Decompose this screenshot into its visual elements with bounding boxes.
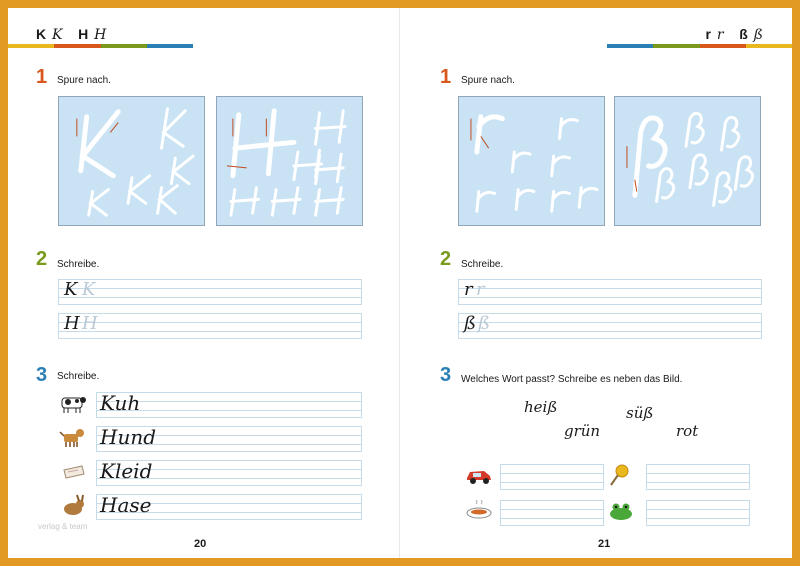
tracing-box-k[interactable] (58, 96, 205, 226)
model-letter: r (464, 279, 473, 300)
tracing-box-h[interactable] (216, 96, 363, 226)
car-icon (464, 464, 494, 486)
cow-icon (58, 392, 88, 414)
right-header: r r ß ß (705, 26, 764, 43)
left-header: K K H H (36, 26, 108, 43)
answer-line[interactable] (646, 464, 750, 490)
ghost-letter: r (476, 279, 485, 300)
dog-icon (58, 426, 88, 448)
model-letter: H (64, 313, 80, 334)
exercise-instruction: Spure nach. (57, 75, 111, 86)
tracing-box-r[interactable] (458, 96, 605, 226)
exercise-number: 1 (440, 66, 452, 88)
writing-line[interactable] (58, 279, 362, 305)
header-stripe (8, 44, 193, 48)
exercise-instruction: Schreibe. (57, 259, 100, 270)
cursive-word: Kuh (100, 391, 141, 415)
ghost-letter: ß (478, 313, 491, 334)
exercise-instruction: Welches Wort passt? Schreibe es neben das Bild. (461, 374, 683, 385)
exercise-number: 2 (440, 248, 452, 270)
answer-line[interactable] (500, 500, 604, 526)
tracing-letters-eszett (615, 97, 760, 225)
writing-line[interactable] (458, 313, 762, 339)
answer-line[interactable] (500, 464, 604, 490)
page-number: 21 (598, 538, 611, 550)
word-choice: süß (626, 404, 654, 422)
exercise-number: 3 (36, 364, 48, 386)
cursive-word: Hund (100, 425, 157, 449)
header-stripe (607, 44, 792, 48)
cursive-word: Hase (100, 493, 152, 517)
word-choice: rot (676, 422, 699, 440)
frog-icon (606, 500, 636, 522)
tracing-box-eszett[interactable] (614, 96, 761, 226)
word-choice: heiß (524, 398, 558, 416)
left-page (8, 8, 400, 558)
tracing-letters-k (59, 97, 204, 225)
exercise-number: 3 (440, 364, 452, 386)
exercise-instruction: Schreibe. (461, 259, 504, 270)
writing-line[interactable] (58, 313, 362, 339)
lollipop-icon (606, 464, 636, 486)
model-letter: K (64, 279, 78, 300)
ghost-letter: H (82, 313, 98, 334)
workbook-spread (8, 8, 792, 558)
watermark: verlag & team (38, 522, 88, 531)
ghost-letter: K (82, 279, 96, 300)
soup-icon (464, 500, 494, 522)
tracing-letters-h (217, 97, 362, 225)
rabbit-icon (58, 494, 88, 516)
exercise-instruction: Spure nach. (461, 75, 515, 86)
page-number: 20 (194, 538, 207, 550)
dress-icon (58, 460, 88, 482)
exercise-number: 1 (36, 66, 48, 88)
model-letter: ß (464, 313, 477, 334)
writing-line[interactable] (458, 279, 762, 305)
right-page (400, 8, 792, 558)
cursive-word: Kleid (100, 459, 153, 483)
tracing-letters-r (459, 97, 604, 225)
word-choice: grün (564, 422, 601, 440)
answer-line[interactable] (646, 500, 750, 526)
exercise-number: 2 (36, 248, 48, 270)
exercise-instruction: Schreibe. (57, 371, 100, 382)
